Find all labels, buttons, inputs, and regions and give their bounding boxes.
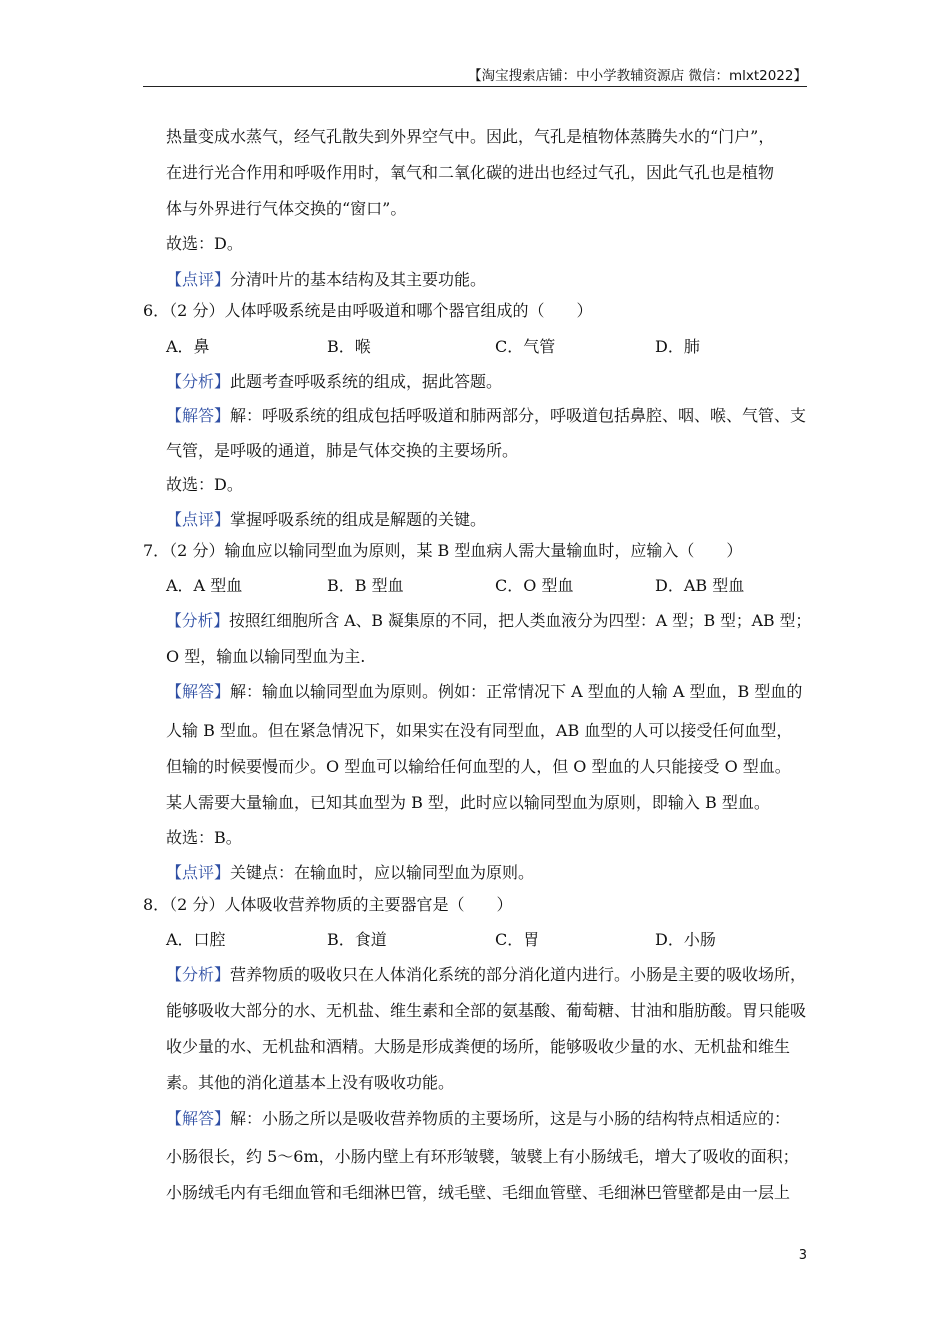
- analysis-text: 营养物质的吸收只在人体消化系统的部分消化道内进行。小肠是主要的吸收场所，: [230, 965, 807, 984]
- q8-analysis-line: 收少量的水、无机盐和酒精。大肠是形成粪便的场所，能够吸收少量的水、无机盐和维生: [166, 1037, 791, 1056]
- q5-text-line: 在进行光合作用和呼吸作用时，氧气和二氧化碳的进出也经过气孔，因此气孔也是植物: [166, 163, 775, 182]
- review-tag: 【点评】: [166, 863, 231, 882]
- answer-tag: 【解答】: [166, 1109, 231, 1128]
- q5-review: [166, 270, 811, 290]
- answer-tag: 【解答】: [166, 682, 231, 701]
- q8-option-b: B．食道: [327, 930, 387, 949]
- analysis-tag: 【分析】: [166, 372, 231, 391]
- q7-option-a: A．A 型血: [166, 576, 243, 595]
- q7-analysis-line: [166, 611, 811, 631]
- q8-analysis-line: 素。其他的消化道基本上没有吸收功能。: [166, 1073, 455, 1092]
- q7-analysis-line: O 型，输血以输同型血为主.: [166, 647, 366, 666]
- review-tag: 【点评】: [166, 510, 231, 529]
- q5-text-line: 体与外界进行气体交换的“窗口”。: [166, 199, 407, 218]
- q6-analysis: [166, 372, 811, 392]
- answer-tag: 【解答】: [166, 406, 231, 425]
- q7-option-d: D．AB 型血: [655, 576, 745, 595]
- q8-stem: 8．（2 分）人体吸收营养物质的主要器官是（ ）: [143, 895, 513, 914]
- q8-analysis-line: 能够吸收大部分的水、无机盐、维生素和全部的氨基酸、葡萄糖、甘油和脂肪酸。胃只能吸: [166, 1001, 807, 1020]
- review-tag: 【点评】: [166, 270, 231, 289]
- q6-stem: 6．（2 分）人体呼吸系统是由呼吸道和哪个器官组成的（ ）: [143, 301, 593, 320]
- q8-answer-line: 小肠很长，约 5～6m，小肠内壁上有环形皱襞，皱襞上有小肠绒毛，增大了吸收的面积；: [166, 1147, 799, 1166]
- answer-text: 解：呼吸系统的组成包括呼吸道和肺两部分，呼吸道包括鼻腔、咽、喉、气管、支: [230, 406, 807, 425]
- q6-answer-line: 气管，是呼吸的通道，肺是气体交换的主要场所。: [166, 441, 519, 460]
- q7-answer-line: [166, 682, 811, 702]
- q6-option-d: D．肺: [655, 337, 700, 356]
- q5-choice: 故选：D。: [166, 234, 243, 253]
- q6-answer-line: [166, 406, 811, 426]
- q7-answer-line: 但输的时候要慢而少。O 型血可以输给任何血型的人，但 O 型血的人只能接受 O 型血。: [166, 757, 791, 776]
- review-text: 分清叶片的基本结构及其主要功能。: [230, 270, 487, 289]
- q8-analysis-line: [166, 965, 811, 985]
- q7-option-c: C．O 型血: [495, 576, 574, 595]
- review-text: 掌握呼吸系统的组成是解题的关键。: [230, 510, 487, 529]
- analysis-text: 此题考查呼吸系统的组成，据此答题。: [230, 372, 503, 391]
- q8-option-d: D．小肠: [655, 930, 716, 949]
- q7-option-b: B．B 型血: [327, 576, 404, 595]
- review-text: 关键点：在输血时，应以输同型血为原则。: [230, 863, 535, 882]
- analysis-tag: 【分析】: [166, 611, 229, 630]
- q5-text-line: 热量变成水蒸气，经气孔散失到外界空气中。因此，气孔是植物体蒸腾失水的“门户”，: [166, 127, 775, 146]
- analysis-tag: 【分析】: [166, 965, 231, 984]
- q7-answer-line: 人输 B 型血。但在紧急情况下，如果实在没有同型血，AB 血型的人可以接受任何血型，: [166, 721, 793, 740]
- page-number: 3: [798, 1248, 807, 1263]
- answer-text: 解：输血以输同型血为原则。例如：正常情况下 A 型血的人输 A 型血，B 型血的: [230, 682, 803, 701]
- q8-answer-line: 小肠绒毛内有毛细血管和毛细淋巴管，绒毛壁、毛细血管壁、毛细淋巴管壁都是由一层上: [166, 1183, 791, 1202]
- q6-option-c: C．气管: [495, 337, 556, 356]
- q6-option-a: A．鼻: [166, 337, 210, 356]
- q7-choice: 故选：B。: [166, 828, 242, 847]
- q8-option-a: A．口腔: [166, 930, 226, 949]
- header-rule: [143, 86, 807, 87]
- q7-review: [166, 863, 811, 883]
- q8-answer-line: [166, 1109, 811, 1129]
- q6-choice: 故选：D。: [166, 475, 243, 494]
- q6-review: [166, 510, 811, 530]
- q7-stem: 7．（2 分）输血应以输同型血为原则，某 B 型血病人需大量输血时，应输入（ ）: [143, 541, 743, 560]
- q8-option-c: C．胃: [495, 930, 540, 949]
- q7-answer-line: 某人需要大量输血，已知其血型为 B 型，此时应以输同型血为原则，即输入 B 型血。: [166, 793, 770, 812]
- q6-option-b: B．喉: [327, 337, 371, 356]
- answer-text: 解：小肠之所以是吸收营养物质的主要场所，这是与小肠的结构特点相适应的：: [230, 1109, 791, 1128]
- analysis-text: 按照红细胞所含 A、B 凝集原的不同，把人类血液分为四型：A 型；B 型；AB 型；: [229, 611, 812, 630]
- page-header: 【淘宝搜索店铺：中小学教辅资源店 微信：mlxt2022】: [468, 68, 807, 84]
